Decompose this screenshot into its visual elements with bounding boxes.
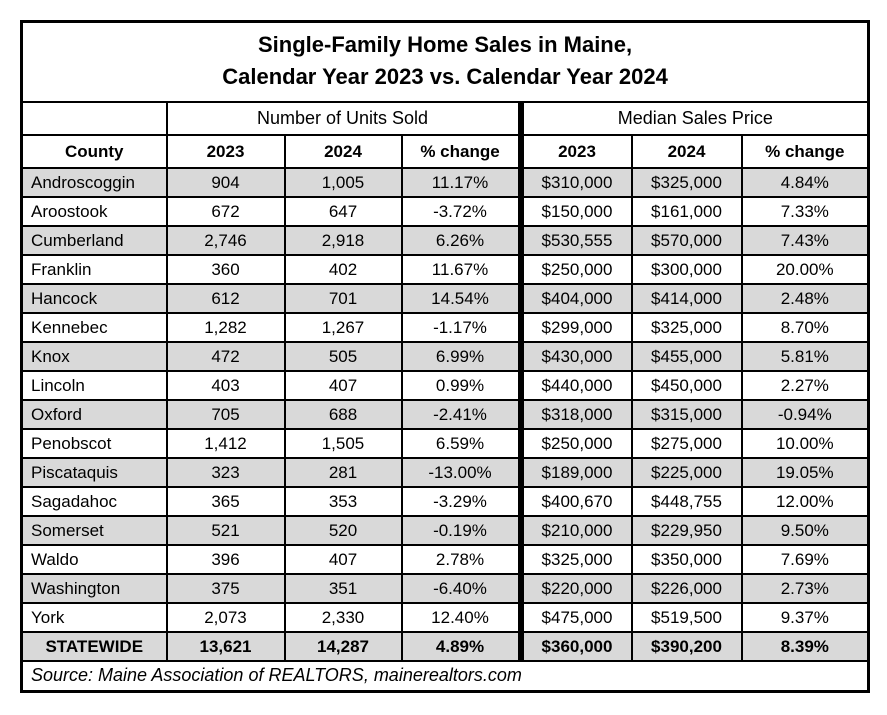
price-2024-cell: $300,000 <box>632 255 742 284</box>
statewide-row <box>22 632 869 661</box>
units-change-cell: 11.17% <box>402 168 521 197</box>
price-2023-cell: $220,000 <box>521 574 632 603</box>
units-2023-cell: 2,073 <box>167 603 285 632</box>
units-2023-cell: 323 <box>167 458 285 487</box>
units-change-cell: 4.89% <box>402 632 521 661</box>
price-2023-cell: $440,000 <box>521 371 632 400</box>
units-change-cell: 14.54% <box>402 284 521 313</box>
county-cell: Oxford <box>22 400 167 429</box>
units-2024-cell: 281 <box>285 458 402 487</box>
source-text: Source: Maine Association of REALTORS, mainerealtors.com <box>22 661 869 691</box>
table-row <box>22 284 869 313</box>
column-header-units-2024: 2024 <box>285 135 402 168</box>
units-2023-cell: 1,282 <box>167 313 285 342</box>
price-change-cell: 9.50% <box>742 516 869 545</box>
price-2023-cell: $250,000 <box>521 255 632 284</box>
units-2024-cell: 1,505 <box>285 429 402 458</box>
table-row <box>22 458 869 487</box>
units-2024-cell: 14,287 <box>285 632 402 661</box>
county-cell: Cumberland <box>22 226 167 255</box>
price-change-cell: 2.73% <box>742 574 869 603</box>
price-2023-cell: $400,670 <box>521 487 632 516</box>
units-2024-cell: 505 <box>285 342 402 371</box>
county-cell: STATEWIDE <box>22 632 167 661</box>
price-2024-cell: $350,000 <box>632 545 742 574</box>
price-2023-cell: $150,000 <box>521 197 632 226</box>
table-row <box>22 226 869 255</box>
units-change-cell: 12.40% <box>402 603 521 632</box>
price-2024-cell: $315,000 <box>632 400 742 429</box>
table-row <box>22 516 869 545</box>
table-row <box>22 197 869 226</box>
group-header-units-sold: Number of Units Sold <box>167 102 521 135</box>
price-change-cell: 2.48% <box>742 284 869 313</box>
price-change-cell: 4.84% <box>742 168 869 197</box>
units-change-cell: -6.40% <box>402 574 521 603</box>
units-2023-cell: 396 <box>167 545 285 574</box>
units-change-cell: -3.72% <box>402 197 521 226</box>
table-title-line2: Calendar Year 2023 vs. Calendar Year 2024 <box>222 64 668 89</box>
county-cell: Sagadahoc <box>22 487 167 516</box>
units-2023-cell: 672 <box>167 197 285 226</box>
price-change-cell: -0.94% <box>742 400 869 429</box>
column-header-row <box>22 135 869 168</box>
price-change-cell: 9.37% <box>742 603 869 632</box>
title-row <box>22 22 869 103</box>
price-2023-cell: $318,000 <box>521 400 632 429</box>
column-header-price-change: % change <box>742 135 869 168</box>
units-2023-cell: 2,746 <box>167 226 285 255</box>
units-change-cell: 6.59% <box>402 429 521 458</box>
price-2024-cell: $390,200 <box>632 632 742 661</box>
units-change-cell: -13.00% <box>402 458 521 487</box>
units-2024-cell: 1,267 <box>285 313 402 342</box>
county-cell: Waldo <box>22 545 167 574</box>
group-header-empty-cell <box>22 102 167 135</box>
units-2023-cell: 521 <box>167 516 285 545</box>
units-2023-cell: 472 <box>167 342 285 371</box>
units-2023-cell: 705 <box>167 400 285 429</box>
column-header-county: County <box>22 135 167 168</box>
price-change-cell: 8.70% <box>742 313 869 342</box>
table-row <box>22 487 869 516</box>
price-2024-cell: $226,000 <box>632 574 742 603</box>
units-change-cell: 6.99% <box>402 342 521 371</box>
county-cell: Aroostook <box>22 197 167 226</box>
price-2023-cell: $530,555 <box>521 226 632 255</box>
units-change-cell: 2.78% <box>402 545 521 574</box>
table-title <box>22 22 869 103</box>
units-2023-cell: 612 <box>167 284 285 313</box>
column-header-price-2024: 2024 <box>632 135 742 168</box>
price-2024-cell: $570,000 <box>632 226 742 255</box>
price-2024-cell: $455,000 <box>632 342 742 371</box>
table-title-line1: Single-Family Home Sales in Maine, <box>257 32 633 57</box>
table-row <box>22 400 869 429</box>
table-row <box>22 168 869 197</box>
units-2024-cell: 520 <box>285 516 402 545</box>
county-cell: Piscataquis <box>22 458 167 487</box>
units-change-cell: -1.17% <box>402 313 521 342</box>
table-row <box>22 313 869 342</box>
county-cell: Lincoln <box>22 371 167 400</box>
table-row <box>22 371 869 400</box>
county-cell: Franklin <box>22 255 167 284</box>
county-cell: Penobscot <box>22 429 167 458</box>
units-2024-cell: 2,330 <box>285 603 402 632</box>
units-change-cell: -0.19% <box>402 516 521 545</box>
units-2024-cell: 402 <box>285 255 402 284</box>
units-2023-cell: 375 <box>167 574 285 603</box>
price-change-cell: 2.27% <box>742 371 869 400</box>
units-2024-cell: 701 <box>285 284 402 313</box>
units-2024-cell: 407 <box>285 545 402 574</box>
units-2024-cell: 353 <box>285 487 402 516</box>
price-change-cell: 19.05% <box>742 458 869 487</box>
price-2023-cell: $299,000 <box>521 313 632 342</box>
units-2024-cell: 407 <box>285 371 402 400</box>
price-2023-cell: $475,000 <box>521 603 632 632</box>
county-cell: Kennebec <box>22 313 167 342</box>
table-row <box>22 342 869 371</box>
table-row <box>22 429 869 458</box>
price-2023-cell: $404,000 <box>521 284 632 313</box>
price-change-cell: 10.00% <box>742 429 869 458</box>
price-change-cell: 8.39% <box>742 632 869 661</box>
table-row <box>22 574 869 603</box>
price-2024-cell: $519,500 <box>632 603 742 632</box>
price-2023-cell: $430,000 <box>521 342 632 371</box>
price-2024-cell: $450,000 <box>632 371 742 400</box>
price-2024-cell: $414,000 <box>632 284 742 313</box>
units-change-cell: -3.29% <box>402 487 521 516</box>
price-2024-cell: $448,755 <box>632 487 742 516</box>
group-header-row <box>22 102 869 135</box>
price-2023-cell: $210,000 <box>521 516 632 545</box>
county-cell: Somerset <box>22 516 167 545</box>
price-2024-cell: $275,000 <box>632 429 742 458</box>
units-2023-cell: 365 <box>167 487 285 516</box>
price-2023-cell: $325,000 <box>521 545 632 574</box>
price-2023-cell: $310,000 <box>521 168 632 197</box>
units-change-cell: -2.41% <box>402 400 521 429</box>
units-2024-cell: 647 <box>285 197 402 226</box>
price-change-cell: 7.43% <box>742 226 869 255</box>
units-change-cell: 6.26% <box>402 226 521 255</box>
units-change-cell: 0.99% <box>402 371 521 400</box>
price-change-cell: 20.00% <box>742 255 869 284</box>
price-change-cell: 7.33% <box>742 197 869 226</box>
price-2024-cell: $225,000 <box>632 458 742 487</box>
price-2024-cell: $229,950 <box>632 516 742 545</box>
county-cell: York <box>22 603 167 632</box>
units-2023-cell: 13,621 <box>167 632 285 661</box>
price-change-cell: 7.69% <box>742 545 869 574</box>
column-header-units-2023: 2023 <box>167 135 285 168</box>
units-2023-cell: 1,412 <box>167 429 285 458</box>
units-2023-cell: 403 <box>167 371 285 400</box>
units-2024-cell: 2,918 <box>285 226 402 255</box>
group-header-median-price: Median Sales Price <box>521 102 869 135</box>
units-2024-cell: 351 <box>285 574 402 603</box>
units-2024-cell: 688 <box>285 400 402 429</box>
table-row <box>22 545 869 574</box>
price-2023-cell: $189,000 <box>521 458 632 487</box>
units-2023-cell: 904 <box>167 168 285 197</box>
county-cell: Knox <box>22 342 167 371</box>
county-cell: Androscoggin <box>22 168 167 197</box>
price-2024-cell: $161,000 <box>632 197 742 226</box>
units-change-cell: 11.67% <box>402 255 521 284</box>
table-row <box>22 603 869 632</box>
column-header-price-2023: 2023 <box>521 135 632 168</box>
price-change-cell: 12.00% <box>742 487 869 516</box>
home-sales-table <box>20 20 870 693</box>
source-row <box>22 661 869 691</box>
county-cell: Washington <box>22 574 167 603</box>
table-row <box>22 255 869 284</box>
column-header-units-change: % change <box>402 135 521 168</box>
units-2023-cell: 360 <box>167 255 285 284</box>
price-2023-cell: $250,000 <box>521 429 632 458</box>
price-2023-cell: $360,000 <box>521 632 632 661</box>
price-change-cell: 5.81% <box>742 342 869 371</box>
price-2024-cell: $325,000 <box>632 168 742 197</box>
units-2024-cell: 1,005 <box>285 168 402 197</box>
county-cell: Hancock <box>22 284 167 313</box>
price-2024-cell: $325,000 <box>632 313 742 342</box>
